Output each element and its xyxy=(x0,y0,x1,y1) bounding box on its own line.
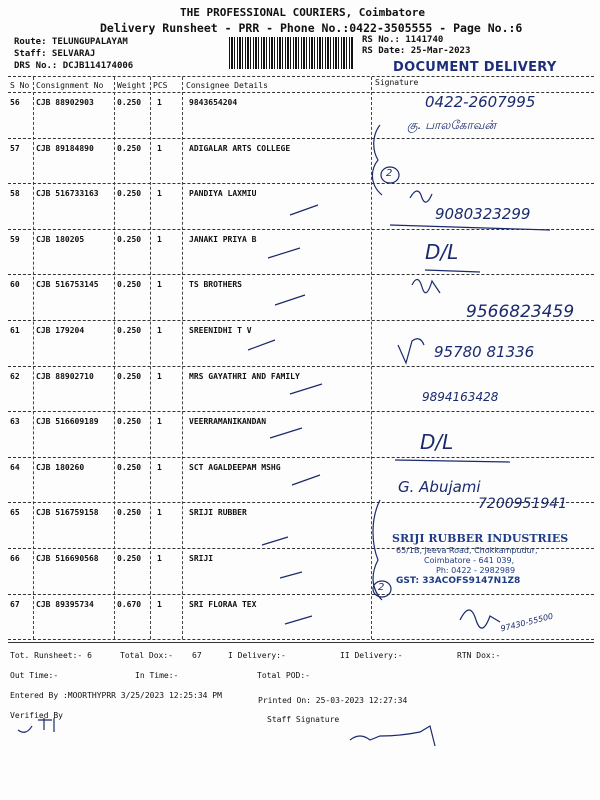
row-weight: 0.250 xyxy=(117,554,142,563)
row-pcs: 1 xyxy=(157,234,162,244)
row-consignee: SCT AGALDEEPAM MSHG xyxy=(189,462,281,472)
row-consignee: SREENIDHI T V xyxy=(189,326,252,335)
sriji-stamp-line1: 65/1B, Jeeva Road, Chokkampudur, xyxy=(396,546,538,555)
ii-delivery: II Delivery:- xyxy=(340,651,403,660)
row-consignee: JANAKI PRIYA B xyxy=(189,234,257,244)
row-pcs: 1 xyxy=(157,462,162,472)
row-consignee: SRIJI xyxy=(189,554,214,563)
total-dox-value: 67 xyxy=(192,651,202,660)
document-delivery-stamp: DOCUMENT DELIVERY xyxy=(393,60,557,75)
col-pcs: PCS xyxy=(153,81,168,90)
in-time: In Time:- xyxy=(135,671,179,680)
r67-phone-handwritten: 97430-55500 xyxy=(499,611,555,634)
total-dox-label: Total Dox:- xyxy=(120,651,173,660)
row-consignment: CJB 180205 xyxy=(36,234,85,244)
row-weight: 0.250 xyxy=(117,417,142,427)
company-title: THE PROFESSIONAL COURIERS, Coimbatore xyxy=(180,6,426,19)
row-sno: 56 xyxy=(10,98,20,107)
sriji-stamp-line2: Coimbatore - 641 039, xyxy=(424,556,515,565)
tick-mark xyxy=(292,475,320,485)
staff-signature-scribble xyxy=(350,726,435,746)
underline-mark xyxy=(395,460,510,462)
row-pcs: 1 xyxy=(157,599,162,609)
scribble-signature xyxy=(398,339,424,363)
row-pcs: 1 xyxy=(157,417,162,427)
row-pcs: 1 xyxy=(157,280,162,290)
underline-mark xyxy=(425,270,480,272)
r56-phone-handwritten: 0422-2607995 xyxy=(425,93,536,111)
row-pcs: 1 xyxy=(157,508,162,518)
row-consignee: VEERRAMANIKANDAN xyxy=(189,417,267,427)
row-weight: 0.670 xyxy=(117,599,142,609)
row-consignment: CJB 89184890 xyxy=(36,143,94,153)
row-sno: 64 xyxy=(10,462,20,472)
row-sno: 67 xyxy=(10,599,20,609)
row-pcs: 1 xyxy=(157,189,162,199)
rtn-dox: RTN Dox:- xyxy=(457,651,501,660)
row-pcs: 1 xyxy=(157,143,162,153)
r60-phone-handwritten: 9566823459 xyxy=(466,302,575,322)
sriji-stamp-gst: GST: 33ACOFS9147N1Z8 xyxy=(396,576,521,586)
tick-mark xyxy=(248,340,275,350)
r63-dl-handwritten: D/L xyxy=(420,430,454,454)
tick-mark xyxy=(280,572,302,578)
row-consignment: CJB 179204 xyxy=(36,326,85,335)
r57-count-handwritten: 2 xyxy=(386,168,393,179)
total-pod: Total POD:- xyxy=(257,671,310,680)
drs-number: DRS No.: DCJB114174006 xyxy=(14,61,134,71)
row-pcs: 1 xyxy=(157,98,162,107)
row-sno: 57 xyxy=(10,143,20,153)
r66-count-handwritten: 2 xyxy=(378,582,385,593)
tick-mark xyxy=(262,537,288,545)
col-signature: Signature xyxy=(375,78,419,87)
footer-top-rule xyxy=(8,642,594,643)
row-consignment: CJB 516609189 xyxy=(36,417,99,427)
total-runsheet: Tot. Runsheet:- 6 xyxy=(10,651,92,660)
entered-by: Entered By :MOORTHYPRR 3/25/2023 12:25:34 PM xyxy=(10,691,222,700)
row-consignment: CJB 88902903 xyxy=(36,98,94,107)
out-time: Out Time:- xyxy=(10,671,59,680)
verifier-signature-scribble xyxy=(18,718,54,732)
row-consignment: CJB 516759158 xyxy=(36,508,99,518)
row-consignee: TS BROTHERS xyxy=(189,280,242,290)
row-consignment: CJB 516733163 xyxy=(36,189,99,199)
tick-mark xyxy=(268,248,300,258)
row-weight: 0.250 xyxy=(117,508,142,518)
staff-label: Staff: SELVARAJ xyxy=(14,49,96,59)
r56-name-handwritten: கு. பாலகோவன் xyxy=(407,118,496,132)
row-sno: 66 xyxy=(10,554,20,563)
staff-signature-label: Staff Signature xyxy=(267,715,340,724)
col-consignee: Consignee Details xyxy=(186,81,268,90)
row-weight: 0.250 xyxy=(117,371,142,381)
tick-mark xyxy=(275,295,305,305)
row-consignee: 9843654204 xyxy=(189,98,238,107)
r59-dl-handwritten: D/L xyxy=(425,240,459,264)
col-sno: S No xyxy=(10,81,30,90)
row-weight: 0.250 xyxy=(117,98,142,107)
row-consignment: CJB 516753145 xyxy=(36,280,99,290)
row-weight: 0.250 xyxy=(117,234,142,244)
row-pcs: 1 xyxy=(157,326,162,335)
verified-by: Verified By xyxy=(10,711,63,720)
r62-phone-handwritten: 9894163428 xyxy=(422,390,499,404)
row-sno: 58 xyxy=(10,189,20,199)
i-delivery: I Delivery:- xyxy=(228,651,286,660)
row-sno: 63 xyxy=(10,417,20,427)
brace-mark xyxy=(372,125,382,195)
scribble-signature xyxy=(410,191,432,202)
row-sno: 60 xyxy=(10,280,20,290)
row-consignee: SRI FLORAA TEX xyxy=(189,599,257,609)
row-sno: 65 xyxy=(10,508,20,518)
rs-date: RS Date: 25-Mar-2023 xyxy=(362,46,471,56)
route-label: Route: TELUNGUPALAYAM xyxy=(14,37,128,47)
row-consignment: CJB 88902710 xyxy=(36,371,94,381)
sriji-stamp-line3: Ph: 0422 - 2982989 xyxy=(436,566,516,575)
col-weight: Weight xyxy=(117,81,146,90)
row-weight: 0.250 xyxy=(117,462,142,472)
runsheet-subtitle: Delivery Runsheet - PRR - Phone No.:0422-3505555 - Page No.:6 xyxy=(100,21,523,35)
row-sno: 62 xyxy=(10,371,20,381)
row-sno: 59 xyxy=(10,234,20,244)
row-consignee: PANDIYA LAXMIU xyxy=(189,189,257,199)
tick-mark xyxy=(270,428,302,438)
row-consignee: SRIJI RUBBER xyxy=(189,508,247,518)
tick-mark xyxy=(290,384,322,394)
tick-mark xyxy=(285,616,312,624)
row-consignment: CJB 516690568 xyxy=(36,554,99,563)
r64-name-handwritten: G. Abujami xyxy=(398,478,481,496)
col-consignment: Consignment No xyxy=(36,81,104,90)
tick-mark xyxy=(290,205,318,215)
row-pcs: 1 xyxy=(157,554,162,563)
row-weight: 0.250 xyxy=(117,143,142,153)
row-consignee: ADIGALAR ARTS COLLEGE xyxy=(189,143,291,153)
scribble-signature xyxy=(412,279,440,293)
row-weight: 0.250 xyxy=(117,280,142,290)
row-consignee: MRS GAYATHRI AND FAMILY xyxy=(189,371,300,381)
row-weight: 0.250 xyxy=(117,326,142,335)
row-consignment: CJB 180260 xyxy=(36,462,85,472)
row-consignment: CJB 89395734 xyxy=(36,599,94,609)
printed-on: Printed On: 25-03-2023 12:27:34 xyxy=(258,696,408,705)
row-weight: 0.250 xyxy=(117,189,142,199)
r61-phone-handwritten: 95780 81336 xyxy=(434,343,535,361)
sriji-stamp-name: SRIJI RUBBER INDUSTRIES xyxy=(392,532,569,545)
scribble-signature xyxy=(460,610,500,628)
row-pcs: 1 xyxy=(157,371,162,381)
r58-phone-handwritten: 9080323299 xyxy=(435,205,531,223)
underline-mark xyxy=(390,225,550,230)
rs-number: RS No.: 1141740 xyxy=(362,35,444,45)
r64-phone-handwritten: 7200951941 xyxy=(478,496,568,512)
row-sno: 61 xyxy=(10,326,20,335)
